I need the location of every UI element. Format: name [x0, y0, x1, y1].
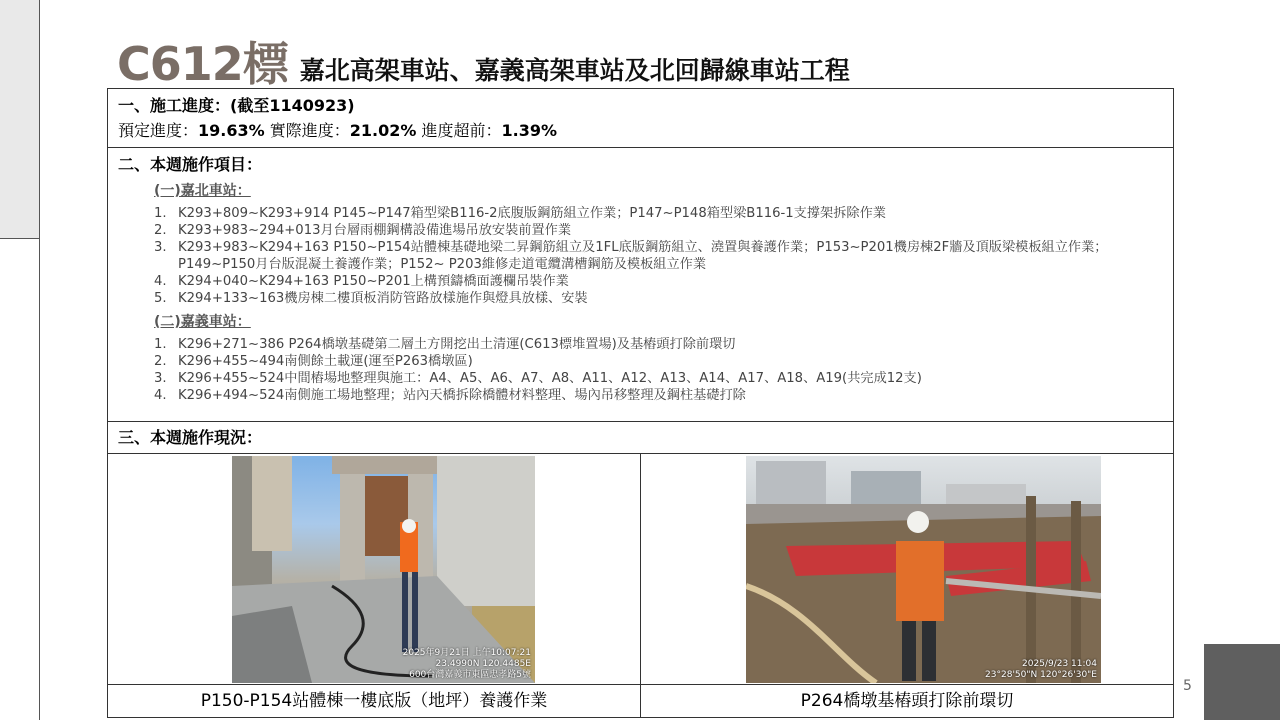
content-table [107, 88, 1174, 718]
column-divider [640, 454, 641, 718]
photo-caption-right: P264橋墩基樁頭打除前環切 [800, 691, 1014, 711]
jiabei-item-list [154, 205, 1173, 307]
list-item: 4. K296+494~524南側施工場地整理；站內天橋拆除橋體材料整理、場內吊移整理及鋼柱基礎打除 [154, 388, 746, 403]
actual-label: 實際進度： [264, 121, 350, 140]
photo-timestamp: 2025年9月21日 上午10:07:21 23.4990N 120.4485E 600台灣嘉義市東區忠孝路5號 [402, 648, 531, 680]
left-edge-line [39, 239, 40, 720]
corner-decoration [1204, 644, 1280, 720]
planned-label: 預定進度： [118, 121, 199, 140]
contract-code: C612標 [117, 37, 288, 91]
actual-value: 21.02% [349, 121, 417, 140]
planned-value: 19.63% [198, 121, 265, 140]
weekly-items-heading: 二、本週施作項目： [118, 155, 263, 174]
ahead-label: 進度超前： [416, 121, 502, 140]
status-section [108, 422, 1173, 454]
progress-section [108, 89, 1173, 148]
weekly-items-section [108, 148, 1173, 422]
chiayi-item-list [154, 336, 1173, 404]
caption-row [108, 685, 1173, 718]
left-side-tab [0, 0, 40, 239]
photo-timestamp: 2025/9/23 11:04 23°28'50"N 120°26'30"E [985, 659, 1097, 680]
progress-line [118, 120, 1173, 142]
list-item: 3. K296+455~524中間樁場地整理與施工：A4、A5、A6、A7、A8、A11、A12、A13、A14、A17、A18、A19(共完成12支) [154, 371, 922, 386]
list-item: 1. K296+271~386 P264橋墩基礎第二層土方開挖出土清運(C613標堆置場)及基樁頭打除前環切 [154, 337, 736, 352]
list-item: 4. K294+040~K294+163 P150~P201上構預鑄橋面護欄吊裝作業 [154, 274, 569, 289]
photo-illustration [746, 456, 1101, 683]
ahead-value: 1.39% [501, 121, 557, 140]
list-item: 2. K296+455~494南側餘土載運(運至P263橋墩區) [154, 354, 473, 369]
list-item: 1. K293+809~K293+914 P145~P147箱型梁B116-2底腹版鋼筋組立作業；P147~P148箱型梁B116-1支撐架拆除作業 [154, 206, 886, 221]
project-name: 嘉北高架車站、嘉義高架車站及北回歸線車站工程 [299, 56, 850, 85]
progress-heading: 一、施工進度：(截至1140923) [118, 96, 355, 115]
slide-title [117, 30, 850, 90]
photo-caption-left: P150-P154站體棟一樓底版（地坪）養護作業 [200, 691, 548, 711]
site-photo-deck-slab-curing [232, 456, 535, 683]
list-item: 3. K293+983~K294+163 P150~P154站體棟基礎地梁二昇鋼筋組立及1FL底版鋼筋組立、澆置與養護作業；P153~P201機房棟2F牆及頂版梁模板組立作業；P149~P150月台版混凝土養護作業；P152~ P203維修走道電纜溝槽鋼筋及模板組立作業 [154, 240, 1108, 272]
subsection-title-chiayi: (二)嘉義車站： [154, 314, 251, 330]
site-photo-pile-head-cutting [746, 456, 1101, 683]
list-item: 5. K294+133~163機房棟二樓頂板消防管路放樣施作與燈具放樣、安裝 [154, 291, 588, 306]
subsection-title-jiabei: (一)嘉北車站： [154, 183, 251, 199]
page-number: 5 [1183, 678, 1192, 694]
status-heading: 三、本週施作現況： [118, 428, 263, 447]
list-item: 2. K293+983~294+013月台層雨棚鋼構設備進場吊放安裝前置作業 [154, 223, 572, 238]
